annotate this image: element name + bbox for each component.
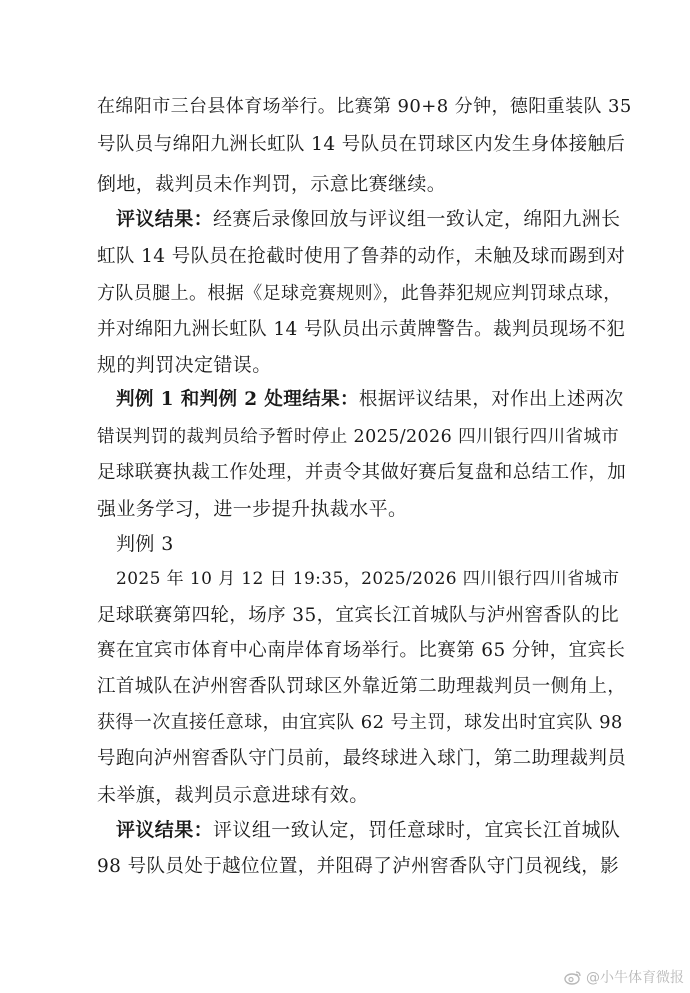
- body-text: 2025 年 10 月 12 日 19:35，2025/2026 四川银行四川省城市: [116, 569, 620, 589]
- body-text: 根据评议结果，对作出上述两次: [358, 389, 624, 410]
- text-line: [97, 674, 626, 700]
- watermark-text: @小牛体育微报: [586, 970, 684, 986]
- bold-heading-text: 评议结果：: [116, 819, 214, 841]
- body-text: 号队员与绵阳九洲长虹队 14 号队员在罚球区内发生身体接触后: [97, 134, 626, 155]
- weibo-logo-icon: [564, 970, 582, 985]
- text-line: [97, 171, 446, 197]
- body-text: 未举旗，裁判员示意进球有效。: [97, 784, 369, 806]
- text-line: [116, 206, 620, 232]
- text-line: [97, 424, 619, 450]
- bold-heading-text: 判例 1 和判例 2 处理结果：: [116, 389, 359, 410]
- text-line: [116, 387, 624, 413]
- body-text: 赛在宜宾市体育中心南岸体育场举行。比赛第 65 分钟，宜宾长: [97, 640, 626, 661]
- text-line: [97, 244, 625, 270]
- body-text: 江首城队在泸州窖香队罚球区外靠近第二助理裁判员一侧角上，: [97, 676, 627, 697]
- text-line: [97, 854, 619, 880]
- body-text: 足球联赛第四轮，场序 35，宜宾长江首城队与泸州窖香队的比: [97, 605, 620, 626]
- body-text: 强业务学习，进一步提升执裁水平。: [97, 498, 408, 520]
- body-text: 号跑向泸州窖香队守门员前，最终球进入球门，第二助理裁判员: [97, 748, 627, 769]
- body-text: 经赛后录像回放与评议组一致认定，绵阳九洲长: [213, 208, 621, 230]
- text-line: [97, 710, 623, 736]
- body-text: 获得一次直接任意球，由宜宾队 62 号主罚，球发出时宜宾队 98: [97, 712, 623, 733]
- text-line: [116, 566, 619, 592]
- watermark: [564, 967, 684, 987]
- body-text: 倒地，裁判员未作判罚，示意比赛继续。: [97, 173, 447, 195]
- body-text: 足球联赛执裁工作处理，并责令其做好赛后复盘和总结工作，加: [97, 462, 627, 483]
- text-line: [97, 132, 625, 158]
- body-text: 方队员腿上。根据《足球竞赛规则》，此鲁莽犯规应判罚球点球，: [97, 283, 622, 304]
- text-line: [97, 782, 369, 808]
- text-line: [97, 496, 407, 522]
- body-text: 在绵阳市三台县体育场举行。比赛第 90+8 分钟，德阳重装队 35: [97, 96, 632, 117]
- body-text: 评议组一致认定，罚任意球时，宜宾长江首城队: [213, 819, 621, 841]
- text-line: [97, 317, 625, 343]
- bold-heading-text: 评议结果：: [116, 208, 214, 230]
- text-line: [116, 817, 620, 843]
- text-line: [97, 352, 272, 378]
- text-line: [97, 94, 632, 120]
- text-line: [97, 460, 626, 486]
- text-line: [97, 281, 622, 307]
- body-text: 规的判罚决定错误。: [97, 354, 272, 376]
- text-line: [97, 638, 625, 664]
- text-line: [97, 746, 626, 772]
- body-text: 虹队 14 号队员在抢截时使用了鲁莽的动作，未触及球而踢到对: [97, 246, 626, 267]
- text-line: [97, 603, 619, 629]
- body-text: 98 号队员处于越位位置，并阻碍了泸州窖香队守门员视线，影: [97, 856, 620, 877]
- body-text: 错误判罚的裁判员给予暂时停止 2025/2026 四川银行四川省城市: [97, 427, 620, 447]
- body-text: 并对绵阳九洲长虹队 14 号队员出示黄牌警告。裁判员现场不犯: [97, 319, 626, 340]
- body-text: 判例 3: [116, 533, 174, 555]
- text-line: [116, 531, 174, 557]
